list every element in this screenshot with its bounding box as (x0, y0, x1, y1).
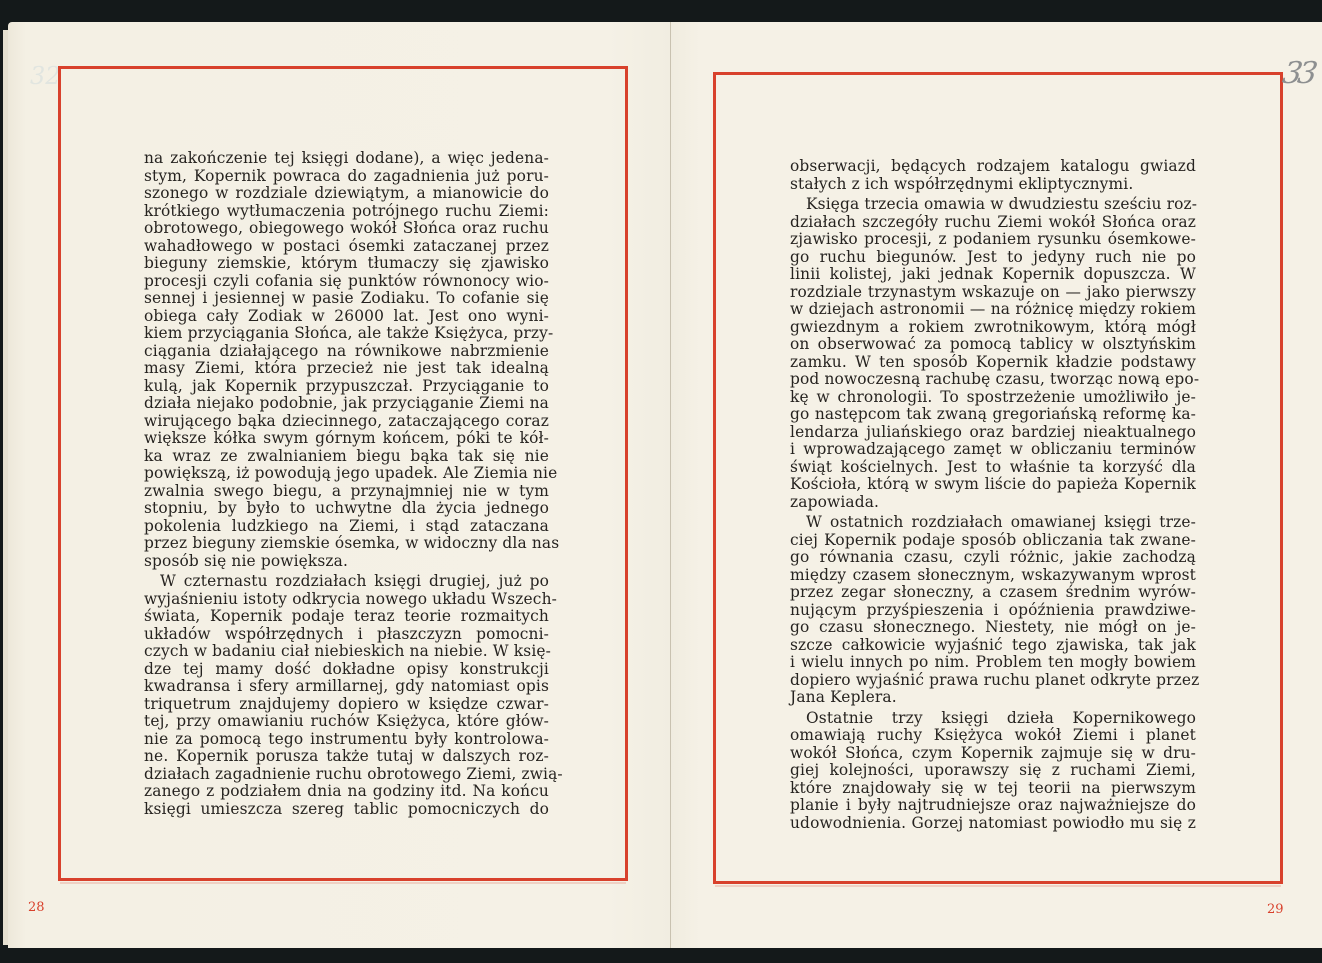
text-line: wyjaśnieniu istoty odkrycia nowego układu Wszech- (144, 589, 557, 608)
text-line: tej, przy omawianiu ruchów Księżyca, które głów- (144, 712, 549, 730)
text-line: Jana Keplera. (790, 688, 897, 706)
right-page-text-column (790, 157, 1200, 832)
text-line: ciej Kopernik podaje sposób obliczania tak zwane- (790, 530, 1196, 549)
text-line: kiem przyciągania Słońca, ale także Księżyca, przy- (144, 324, 554, 342)
text-line: omawiają ruchy Księżyca wokół Ziemi i planet (790, 726, 1196, 744)
text-line: planie i były najtrudniejsze oraz najważniejsze do (790, 796, 1196, 814)
text-line: udowodnienia. Gorzej natomiast powiodło mu się z (790, 813, 1196, 832)
text-line: księgi umieszcza szereg tablic pomocniczych do (144, 799, 549, 818)
text-line: Kościoła, którą w swym liście do papieża Kopernik (790, 475, 1196, 493)
page-number-left: 28 (28, 900, 45, 915)
text-line: szcze całkowicie wyjaśnić tego zjawiska, tak jak (790, 635, 1196, 654)
text-line: świata, Kopernik podaje teraz teorie rozmaitych (144, 607, 549, 625)
text-line: sposób się nie powiększa. (144, 551, 349, 570)
text-line: które znajdowały się w tej teorii na pierwszym (790, 778, 1196, 797)
text-line: obrotowego, obiegowego wokół Słońca oraz ruchu (144, 219, 549, 237)
text-line: działa niejako podobnie, jak przyciąganie Ziemi na (144, 394, 549, 412)
text-line: wirującego bąka dziecinnego, zataczającego coraz (144, 411, 549, 430)
text-line: przez bieguny ziemskie ósemka, w widoczny dla nas (144, 534, 560, 552)
text-line: wokół Słońca, czym Kopernik zajmuje się w dru- (790, 743, 1196, 762)
text-line: powiększą, iż powodują jego upadek. Ale Ziemia nie (144, 464, 558, 482)
text-line: działach szczegóły ruchu Ziemi wokół Słońca oraz (790, 212, 1196, 231)
text-line: stopniu, by było to uchwytne dla życia jednego (144, 499, 549, 517)
text-line: kwadransa i sfery armillarnej, gdy natomiast opis (144, 677, 549, 695)
text-line: procesji czyli cofania się punktów równonocy wio- (144, 271, 549, 290)
text-line: układów współrzędnych i płaszczyzn pomocni- (144, 624, 549, 643)
text-line: triquetrum znajdujemy dopiero w księdze czwar- (144, 694, 549, 713)
text-line: zanego z podziałem dnia na godziny itd. Na końcu (144, 782, 549, 800)
text-line: świąt kościelnych. Jest to właśnie ta korzyść dla (790, 457, 1196, 476)
text-line: krótkiego wytłumaczenia potrójnego ruchu Ziemi: (144, 201, 549, 220)
text-line: go czasu słonecznego. Niestety, nie mógł on je- (790, 618, 1196, 636)
text-line: obiega cały Zodiak w 26000 lat. Jest ono wyni- (144, 306, 549, 325)
text-line: W czternastu rozdziałach księgi drugiej, już po (160, 572, 549, 590)
text-line: wahadłowego w postaci ósemki zataczanej przez (144, 236, 549, 255)
text-line: działach zagadnienie ruchu obrotowego Ziemi, zwią- (144, 764, 563, 783)
text-line: czych w badaniu ciał niebieskich na niebie. W księ- (144, 642, 552, 660)
text-line: on obserwować za pomocą tablicy w olsztyńskim (790, 335, 1196, 353)
text-line: nującym przyśpieszenia i opóźnienia prawdziwe- (790, 600, 1196, 619)
text-line: go ruchu biegunów. Jest to jedyny ruch nie po (790, 247, 1196, 266)
text-line: go następcom tak zwaną gregoriańską reformę ka- (790, 405, 1196, 423)
text-line: ciągania działającego na równikowe nabrzmienie (144, 341, 549, 360)
text-line: W ostatnich rozdziałach omawianej księgi trze- (806, 513, 1196, 531)
text-line: między czasem słonecznym, wskazywanym wprost (790, 565, 1196, 584)
text-line: ne. Kopernik porusza także tutaj w dalszych roz- (144, 747, 549, 765)
text-line: i wielu innych po nim. Problem ten mogły bowiem (790, 653, 1196, 671)
text-line: zapowiada. (790, 492, 880, 511)
text-line: stałych z ich współrzędnymi ekliptycznymi. (790, 174, 1134, 193)
text-line: pod nowoczesną rachubę czasu, tworząc nową epo- (790, 370, 1200, 388)
text-line: i wprowadzającego zamęt w obliczaniu terminów (790, 440, 1196, 458)
text-line: na zakończenie tej księgi dodane), a więc jedena- (144, 149, 549, 167)
page-number-right: 29 (1267, 902, 1284, 917)
text-line: masy Ziemi, która przecież nie jest tak idealną (144, 359, 549, 377)
text-line: lendarza juliańskiego oraz bardziej nieaktualnego (790, 422, 1196, 441)
left-page-text-column (144, 149, 563, 818)
text-line: większe kółka swym górnym końcem, póki te kół- (144, 429, 549, 447)
text-line: bieguny ziemskie, którym tłumaczy się zjawisko (144, 254, 549, 272)
text-line: giej kolejności, uporawszy się z ruchami Ziemi, (790, 761, 1196, 779)
text-line: linii kolistej, jaki jednak Kopernik dopuszcza. W (790, 265, 1196, 283)
text-line: sennej i jesiennej w pasie Zodiaku. To cofanie się (144, 289, 549, 307)
text-line: pokolenia ludzkiego na Ziemi, i stąd zataczana (144, 516, 549, 535)
gutter (670, 22, 671, 948)
text-line: rozdziale trzynastym wskazuje on — jako pierwszy (790, 282, 1196, 301)
text-line: ka wraz ze zwalnianiem biegu bąka tak się nie (144, 446, 549, 465)
text-line: nie za pomocą tego instrumentu były kontrolowa- (144, 729, 549, 748)
text-line: dze tej mamy dość dokładne opisy konstrukcji (144, 659, 549, 678)
text-line: kę w chronologii. To spostrzeżenie umożliwiło je- (790, 387, 1196, 406)
text-line: przez zegar słoneczny, a czasem średnim wyrów- (790, 583, 1196, 601)
handwritten-page-mark: 33 (1279, 56, 1317, 91)
text-line: w dziejach astronomii — na różnicę między rokiem (790, 300, 1196, 318)
left-margin-mark: 32 (30, 62, 61, 90)
text-line: Ostatnie trzy księgi dzieła Kopernikowego (806, 708, 1196, 727)
text-line: dopiero wyjaśnić prawa ruchu planet odkryte przez (790, 670, 1200, 689)
text-line: obserwacji, będących rodzajem katalogu gwiazd (790, 157, 1196, 175)
text-line: szonego w rozdziale dziewiątym, a mianowicie do (144, 184, 549, 202)
text-line: gwiezdnym a rokiem zwrotnikowym, którą mógł (790, 317, 1196, 336)
text-line: go równania czasu, czyli różnic, jakie zachodzą (790, 548, 1196, 566)
text-line: zwalnia swego biegu, a przynajmniej nie w tym (144, 481, 549, 500)
text-line: stym, Kopernik powraca do zagadnienia już poru- (144, 166, 549, 185)
text-line: kulą, jak Kopernik przypuszczał. Przyciąganie to (144, 376, 549, 395)
text-line: zamku. W ten sposób Kopernik kładzie podstawy (790, 352, 1196, 371)
text-line: zjawisko procesji, z podaniem rysunku ósemkowe- (790, 230, 1196, 248)
text-line: Księga trzecia omawia w dwudziestu sześciu roz- (806, 195, 1198, 213)
